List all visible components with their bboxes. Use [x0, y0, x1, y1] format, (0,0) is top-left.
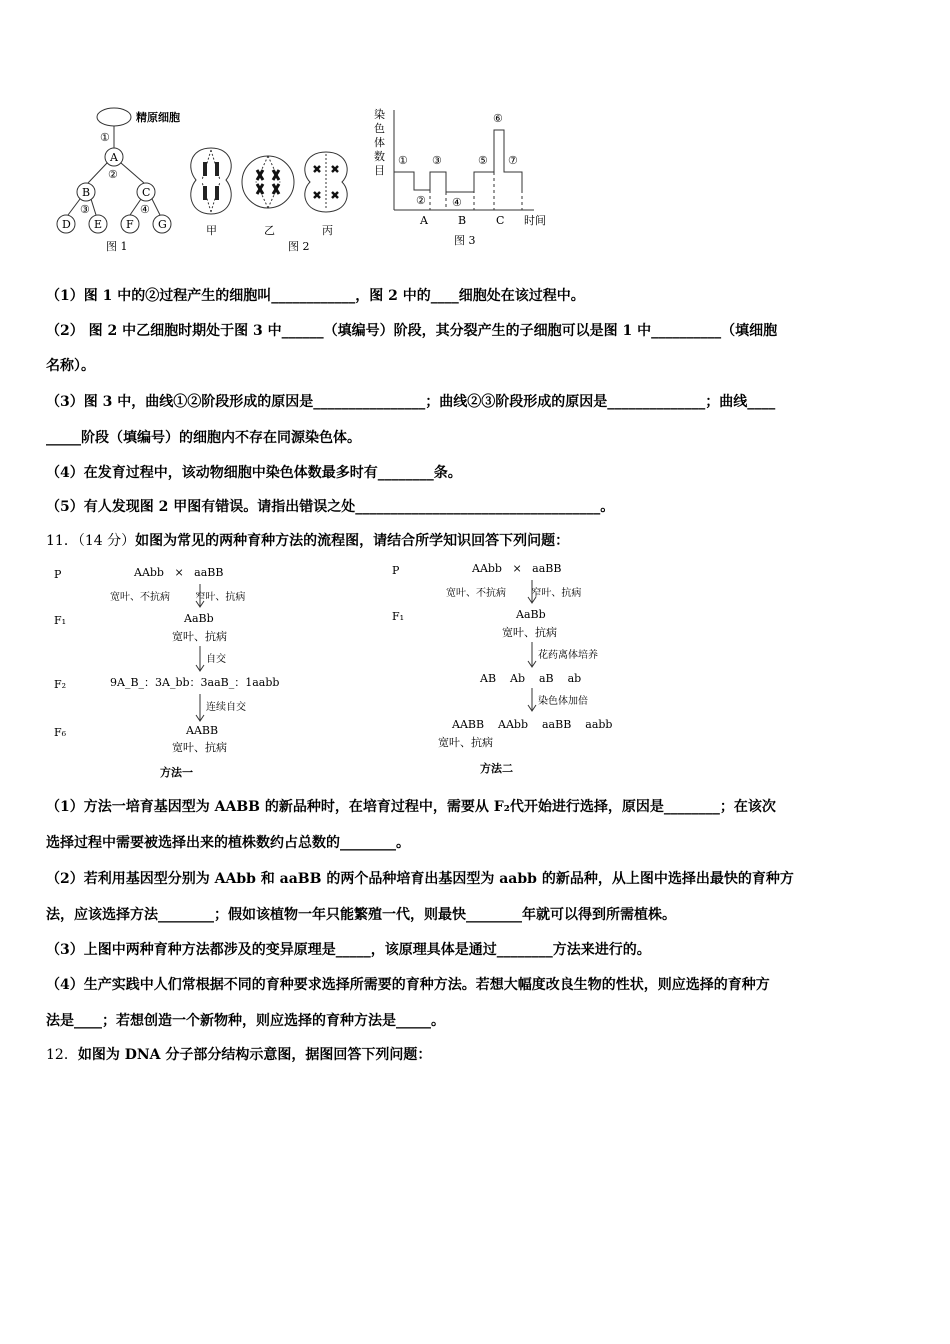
fig3-caption: 图 3 — [454, 234, 476, 247]
fig3-stage-7: ⑦ — [508, 154, 518, 167]
cell-bing — [305, 152, 347, 212]
fig1-step-4: ④ — [140, 203, 150, 216]
fig3-stage-2: ② — [416, 194, 426, 207]
q11-header — [46, 531, 569, 551]
m1-step2: 连续自交 — [206, 702, 246, 713]
fig1-title: 精原细胞 — [136, 111, 180, 124]
fig3-xtick-a: A — [420, 214, 428, 227]
q10-part2-line1: （2） 图 2 中乙细胞时期处于图 3 中______（填编号）阶段，其分裂产生的子细胞可以是图 1 中__________（填细胞 — [46, 323, 778, 339]
q10-part1: （1）图 1 中的②过程产生的细胞叫____________，图 2 中的____细胞处在该过程中。 — [46, 288, 585, 304]
q10-part2-line2: 名称）。 — [46, 358, 95, 374]
fig1-step-2: ② — [108, 168, 118, 181]
q11-part1-line1: （1）方法一培育基因型为 AABB 的新品种时，在培育过程中，需要从 F₂代开始进行选择，原因是________；在该次 — [46, 799, 776, 815]
q11-part3: （3）上图中两种育种方法都涉及的变异原理是_____，该原理具体是通过________方法来进行的。 — [46, 942, 651, 958]
fig3-stage-5: ⑤ — [478, 154, 488, 167]
q11-part4-line2: 法是____；若想创造一个新物种，则应选择的育种方法是_____。 — [46, 1013, 445, 1029]
fig3-stage-3: ③ — [432, 154, 442, 167]
m1-gen-p: P — [54, 568, 62, 581]
cell-yi — [242, 156, 294, 208]
fig3-ylabel-3: 体 — [374, 136, 385, 149]
m2-f1: AaBb — [516, 608, 546, 621]
figure-1 — [48, 100, 188, 260]
m1-f1: AaBb — [184, 612, 214, 625]
cell-jia — [191, 148, 231, 214]
fig1-step-1: ① — [100, 131, 110, 144]
m1-f6-trait: 宽叶、抗病 — [172, 741, 227, 754]
figure-2 — [184, 140, 356, 258]
m1-step1: 自交 — [206, 654, 226, 665]
q10-part3-line2: _____阶段（填编号）的细胞内不存在同源染色体。 — [46, 430, 361, 446]
q11-part2-line2: 法，应该选择方法________；假如该植物一年只能繁殖一代，则最快________年就可以得到所需植株。 — [46, 907, 676, 923]
q11-part2-line1: （2）若利用基因型分别为 AAbb 和 aaBB 的两个品种培育出基因型为 aabb 的新品种，从上图中选择出最快的育种方 — [46, 871, 794, 887]
fig3-stage-6: ⑥ — [493, 112, 503, 125]
m1-f6: AABB — [186, 724, 219, 737]
fig3-xtick-b: B — [458, 214, 467, 227]
method2-diagram — [388, 556, 648, 782]
fig2-label-yi: 乙 — [264, 224, 275, 237]
fig3-ylabel-5: 目 — [374, 164, 385, 177]
m2-step2: 染色体加倍 — [538, 696, 588, 707]
fig3-ylabel-1: 染 — [374, 108, 385, 121]
q11-title: 如图为常见的两种育种方法的流程图，请结合所学知识回答下列问题： — [135, 533, 570, 549]
m2-name: 方法二 — [480, 762, 513, 775]
m1-gen-f1: F₁ — [54, 614, 67, 627]
fig3-ylabel-2: 色 — [374, 122, 385, 135]
fig1-node-e: E — [94, 218, 103, 231]
fig1-node-a: A — [110, 151, 118, 164]
m2-cross: AAbb × aaBB — [472, 562, 562, 575]
fig1-node-c: C — [142, 186, 151, 199]
q12-text: 如图为 DNA 分子部分结构示意图，据图回答下列问题： — [77, 1047, 432, 1063]
fig1-node-b: B — [82, 186, 91, 199]
m2-gametes: AB Ab aB ab — [480, 672, 582, 685]
fig3-stage-1: ① — [398, 154, 408, 167]
fig3-stage-4: ④ — [452, 196, 462, 209]
fig2-label-jia: 甲 — [206, 224, 217, 237]
m2-parent-traits: 宽叶、不抗病 窄叶、抗病 — [446, 588, 582, 599]
m2-gen-p: P — [392, 564, 400, 577]
m2-f1-trait: 宽叶、抗病 — [502, 626, 557, 639]
q11-part1-line2: 选择过程中需要被选择出来的植株数约占总数的________。 — [46, 835, 410, 851]
q11-number: 11． — [46, 533, 78, 549]
m1-gen-f2: F₂ — [54, 678, 67, 691]
m1-name: 方法一 — [160, 766, 193, 779]
m1-parent-traits: 宽叶、不抗病 窄叶、抗病 — [110, 592, 246, 603]
m2-final-trait: 宽叶、抗病 — [438, 736, 493, 749]
m1-f1-trait: 宽叶、抗病 — [172, 630, 227, 643]
fig1-node-f: F — [126, 218, 134, 231]
fig1-node-d: D — [62, 218, 71, 231]
m2-gen-f1: F₁ — [392, 610, 405, 623]
m2-step1: 花药离体培养 — [538, 650, 598, 661]
m1-cross: AAbb × aaBB — [134, 566, 224, 579]
m1-f2: 9A_B_：3A_bb：3aaB_：1aabb — [110, 676, 280, 689]
fig2-label-bing: 丙 — [322, 224, 333, 237]
fig2-caption: 图 2 — [288, 240, 310, 253]
figure-3 — [366, 102, 566, 252]
q10-part3-line1: （3）图 3 中，曲线①②阶段形成的原因是________________；曲线②③阶段形成的原因是______________；曲线____ — [46, 394, 776, 410]
m1-gen-f6: F₆ — [54, 726, 67, 739]
q11-part4-line1: （4）生产实践中人们常根据不同的育种要求选择所需要的育种方法。若想大幅度改良生物的性状，则应选择的育种方 — [46, 977, 770, 993]
fig1-step-3: ③ — [80, 203, 90, 216]
fig1-node-g: G — [158, 218, 167, 231]
fig3-xtick-c: C — [496, 214, 505, 227]
method1-diagram — [48, 558, 348, 784]
q10-part4: （4）在发育过程中，该动物细胞中染色体数最多时有________条。 — [46, 465, 462, 481]
q10-part5: （5）有人发现图 2 甲图有错误。请指出错误之处___________________________________。 — [46, 499, 615, 515]
q11-score: （14 分） — [77, 533, 136, 549]
fig1-caption: 图 1 — [106, 240, 128, 253]
q12-header — [46, 1045, 431, 1065]
q12-number: 12． — [46, 1047, 78, 1063]
m2-final: AABB AAbb aaBB aabb — [452, 718, 613, 731]
fig3-ylabel-4: 数 — [374, 150, 385, 163]
fig3-xlabel: 时间 — [524, 214, 546, 227]
